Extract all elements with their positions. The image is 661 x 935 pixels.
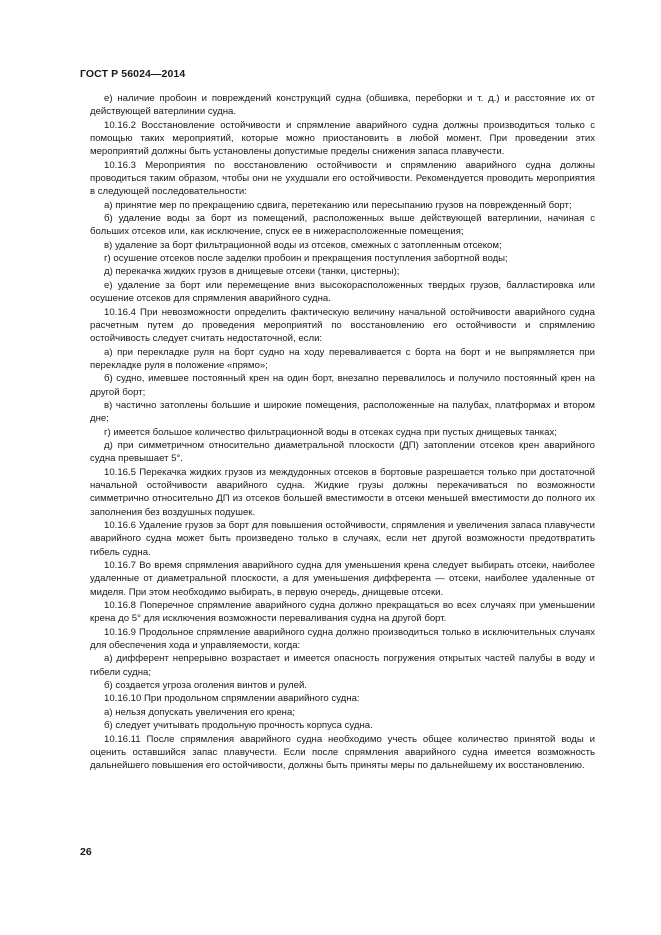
paragraph: а) при перекладке руля на борт судно на ходу переваливается с борта на борт и не выпрямляется при перекладке руля в положение «прямо»;	[90, 346, 595, 371]
paragraph: 10.16.8 Поперечное спрямление аварийного судна должно прекращаться во всех случаях при уменьшении крена до 5° для исключения возможности переваливания судна на другой борт.	[90, 600, 595, 625]
paragraph: а) дифферент непрерывно возрастает и имеется опасность погружения открытых частей палубы в воду и гибели судна;	[90, 653, 595, 678]
paragraph: в) удаление за борт фильтрационной воды из отсеков, смежных с затопленным отсеком;	[104, 239, 502, 251]
paragraph: б) судно, имевшее постоянный крен на один борт, внезапно перевалилось и получило постоянный крен на другой борт;	[90, 373, 595, 398]
paragraph: б) создается угроза оголения винтов и рулей.	[104, 680, 307, 692]
paragraph: г) осушение отсеков после заделки пробоин и прекращения поступления забортной воды;	[104, 253, 508, 265]
paragraph: 10.16.4 При невозможности определить фактическую величину начальной остойчивости аварийного судна расчетным путем до проведения мероприятий по восстановлению его остойчивости и спрямлению остойчивость следует считать недостаточной, если:	[90, 306, 595, 345]
paragraph: е) наличие пробоин и повреждений конструкций судна (обшивка, переборки и т. д.) и расстояние их от действующей ватерлинии судна.	[90, 93, 595, 118]
paragraph: б) удаление воды за борт из помещений, расположенных выше действующей ватерлинии, начиная с больших отсеков или, как исключение, спуск ее в нижерасположенные помещения;	[90, 213, 595, 238]
paragraph: 10.16.9 Продольное спрямление аварийного судна должно производиться только в исключительных случаях для обеспечения хода и управляемости, когда:	[90, 626, 595, 652]
paragraph: б) следует учитывать продольную прочность корпуса судна.	[104, 720, 373, 732]
paragraph: 10.16.10 При продольном спрямлении аварийного судна:	[104, 693, 360, 705]
paragraph: 10.16.11 После спрямления аварийного судна необходимо учесть общее количество принятой воды и оценить оставшийся запас плавучести. Если после спрямления аварийного судна имеется возможность дальнейшего повышения его остойчивости, должны быть приняты меры по дальнейшему их восстановлению.	[90, 733, 595, 772]
paragraph: в) частично затоплены большие и широкие помещения, расположенные на палубах, платформах и втором дне;	[90, 399, 595, 425]
paragraph: а) принятие мер по прекращению сдвига, перетеканию или пересыпанию грузов на поврежденный борт;	[104, 199, 572, 211]
document-header: ГОСТ Р 56024—2014	[80, 68, 186, 80]
paragraph: д) при симметричном относительно диаметральной плоскости (ДП) затоплении отсеков крен аварийного судна превышает 5°.	[90, 439, 595, 465]
paragraph: 10.16.5 Перекачка жидких грузов из междудонных отсеков в бортовые разрешается только при достаточной начальной остойчивости аварийного судна. Жидкие грузы должны перекачиваться по возможности симметрично относительно ДП из отсеков большей вместимости в отсеки меньшей вместимости до полного их заполнения без воздушных подушек.	[90, 466, 595, 518]
paragraph: 10.16.3 Мероприятия по восстановлению остойчивости и спрямлению аварийного судна должны проводиться таким образом, чтобы они не ухудшали его остойчивости. Рекомендуется проводить мероприятия в следующей последовательности:	[90, 159, 595, 198]
paragraph: а) нельзя допускать увеличения его крена;	[104, 706, 295, 718]
paragraph: 10.16.2 Восстановление остойчивости и спрямление аварийного судна должны производиться только с помощью таких мероприятий, которые можно приостановить в любой момент. При проведении этих мероприятий должны быть установлены допустимые пределы снижения запаса плавучести.	[90, 119, 595, 158]
paragraph: д) перекачка жидких грузов в днищевые отсеки (танки, цистерны);	[104, 266, 400, 278]
paragraph: е) удаление за борт или перемещение вниз высокорасположенных твердых грузов, балластировка или осушение отсеков для спрямления аварийного судна.	[90, 279, 595, 305]
paragraph: 10.16.6 Удаление грузов за борт для повышения остойчивости, спрямления и увеличения запаса плавучести аварийного судна может быть произведено только в случаях, если нет другой возможности предотвратить гибель судна.	[90, 520, 595, 558]
document-body	[90, 92, 595, 773]
paragraph: 10.16.7 Во время спрямления аварийного судна для уменьшения крена следует выбирать отсеки, наиболее удаленные от диаметральной плоскости, а для уменьшения дифферента — отсеки, наиболее удаленные от миделя. При этом необходимо выбирать, в первую очередь, днищевые отсеки.	[90, 560, 595, 598]
paragraph: г) имеется большое количество фильтрационной воды в отсеках судна при пустых днищевых танках;	[104, 426, 557, 438]
page-number: 26	[80, 846, 92, 858]
